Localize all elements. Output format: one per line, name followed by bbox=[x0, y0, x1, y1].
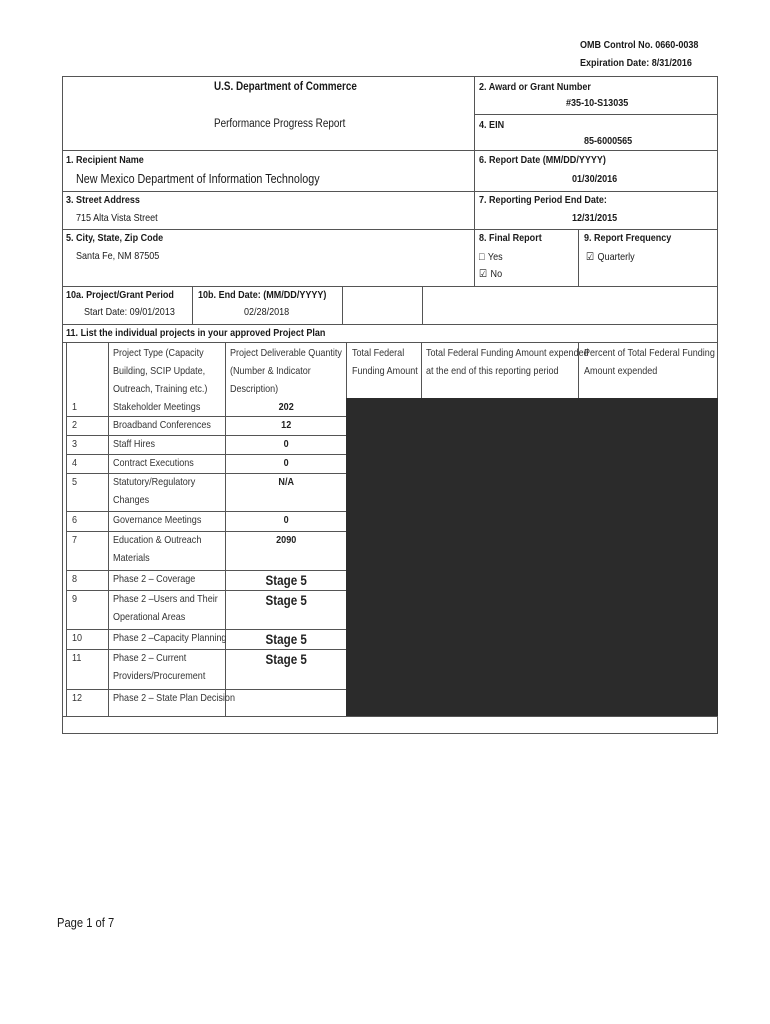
final-report-no[interactable]: ☑ No bbox=[479, 268, 503, 280]
period-end-value: 12/31/2015 bbox=[572, 212, 618, 224]
street-address-value: 715 Alta Vista Street bbox=[76, 212, 158, 224]
header-total-federal-funding: Total Federal Funding Amount bbox=[352, 347, 418, 377]
row-deliverable-quantity: Stage 5 bbox=[265, 632, 307, 647]
row-project-type: Phase 2 –Capacity Planning bbox=[113, 632, 227, 644]
row-number: 8 bbox=[72, 573, 78, 585]
row-number: 3 bbox=[72, 438, 78, 450]
start-date: Start Date: 09/01/2013 bbox=[84, 306, 175, 318]
final-report-yes[interactable]: □ Yes bbox=[479, 251, 503, 263]
row-deliverable-quantity: 202 bbox=[278, 401, 294, 413]
period-end-label: 7. Reporting Period End Date: bbox=[479, 194, 607, 206]
row-deliverable-quantity: Stage 5 bbox=[265, 593, 307, 608]
city-state-zip-value: Santa Fe, NM 87505 bbox=[76, 250, 160, 262]
report-frequency-quarterly[interactable]: ☑ Quarterly bbox=[586, 251, 635, 263]
ein-label: 4. EIN bbox=[479, 119, 505, 131]
city-state-zip-label: 5. City, State, Zip Code bbox=[66, 232, 164, 244]
row-number: 10 bbox=[72, 632, 83, 644]
department-name: U.S. Department of Commerce bbox=[214, 81, 357, 93]
row-number: 9 bbox=[72, 593, 78, 605]
projects-list-label: 11. List the individual projects in your approved Project Plan bbox=[66, 327, 326, 339]
report-frequency-label: 9. Report Frequency bbox=[584, 232, 672, 244]
row-separator bbox=[66, 649, 346, 650]
redacted-funding-area bbox=[346, 398, 718, 716]
row-number: 1 bbox=[72, 401, 78, 413]
row-deliverable-quantity: 0 bbox=[283, 514, 289, 526]
header-project-type: Project Type (Capacity Building, SCIP Update, Outreach, Training etc.) bbox=[113, 347, 208, 395]
row-project-type: Phase 2 – State Plan Decision bbox=[113, 692, 235, 704]
checked-box-icon: ☑ bbox=[479, 268, 488, 280]
row-project-type: Phase 2 – Current Providers/Procurement bbox=[113, 652, 206, 682]
row-deliverable-quantity: Stage 5 bbox=[265, 573, 307, 588]
row-deliverable-quantity: 12 bbox=[281, 419, 292, 431]
row-project-type: Phase 2 – Coverage bbox=[113, 573, 196, 585]
row-deliverable-quantity: 0 bbox=[283, 457, 289, 469]
ein-value: 85-6000565 bbox=[584, 135, 633, 147]
header-percent-expended: Percent of Total Federal Funding Amount expended bbox=[584, 347, 715, 377]
header-funding-expended: Total Federal Funding Amount expended at the end of this reporting period bbox=[426, 347, 589, 377]
row-number: 12 bbox=[72, 692, 83, 704]
row-project-type: Broadband Conferences bbox=[113, 419, 211, 431]
row-separator bbox=[66, 570, 346, 571]
omb-control-number: OMB Control No. 0660-0038 bbox=[580, 39, 699, 51]
row-project-type: Stakeholder Meetings bbox=[113, 401, 201, 413]
row-deliverable-quantity: 0 bbox=[283, 438, 289, 450]
end-date-label: 10b. End Date: (MM/DD/YYYY) bbox=[198, 289, 327, 301]
header-deliverable-quantity: Project Deliverable Quantity (Number & Indicator Description) bbox=[230, 347, 342, 395]
row-deliverable-quantity: N/A bbox=[278, 476, 294, 488]
row-separator bbox=[66, 716, 346, 717]
row-project-type: Staff Hires bbox=[113, 438, 155, 450]
page-number: Page 1 of 7 bbox=[57, 915, 115, 930]
award-number-label: 2. Award or Grant Number bbox=[479, 81, 591, 93]
checked-box-icon: ☑ bbox=[586, 251, 595, 263]
grant-period-label: 10a. Project/Grant Period bbox=[66, 289, 174, 301]
end-date-value: 02/28/2018 bbox=[244, 306, 290, 318]
report-date-value: 01/30/2016 bbox=[572, 173, 618, 185]
row-deliverable-quantity: Stage 5 bbox=[265, 652, 307, 667]
row-number: 11 bbox=[72, 652, 82, 664]
award-number-value: #35-10-S13035 bbox=[566, 97, 629, 109]
row-deliverable-quantity: 2090 bbox=[276, 534, 297, 546]
recipient-name-value: New Mexico Department of Information Technology bbox=[76, 172, 320, 186]
street-address-label: 3. Street Address bbox=[66, 194, 140, 206]
row-project-type: Education & Outreach Materials bbox=[113, 534, 202, 564]
row-project-type: Phase 2 –Users and Their Operational Areas bbox=[113, 593, 218, 623]
recipient-name-label: 1. Recipient Name bbox=[66, 154, 144, 166]
unchecked-box-icon: □ bbox=[479, 251, 485, 263]
row-number: 5 bbox=[72, 476, 78, 488]
row-project-type: Governance Meetings bbox=[113, 514, 202, 526]
row-number: 4 bbox=[72, 457, 78, 469]
row-number: 2 bbox=[72, 419, 78, 431]
row-number: 6 bbox=[72, 514, 78, 526]
row-project-type: Contract Executions bbox=[113, 457, 194, 469]
report-title: Performance Progress Report bbox=[214, 118, 346, 130]
report-date-label: 6. Report Date (MM/DD/YYYY) bbox=[479, 154, 606, 166]
row-number: 7 bbox=[72, 534, 78, 546]
expiration-date: Expiration Date: 8/31/2016 bbox=[580, 57, 692, 69]
final-report-label: 8. Final Report bbox=[479, 232, 542, 244]
row-project-type: Statutory/Regulatory Changes bbox=[113, 476, 196, 506]
